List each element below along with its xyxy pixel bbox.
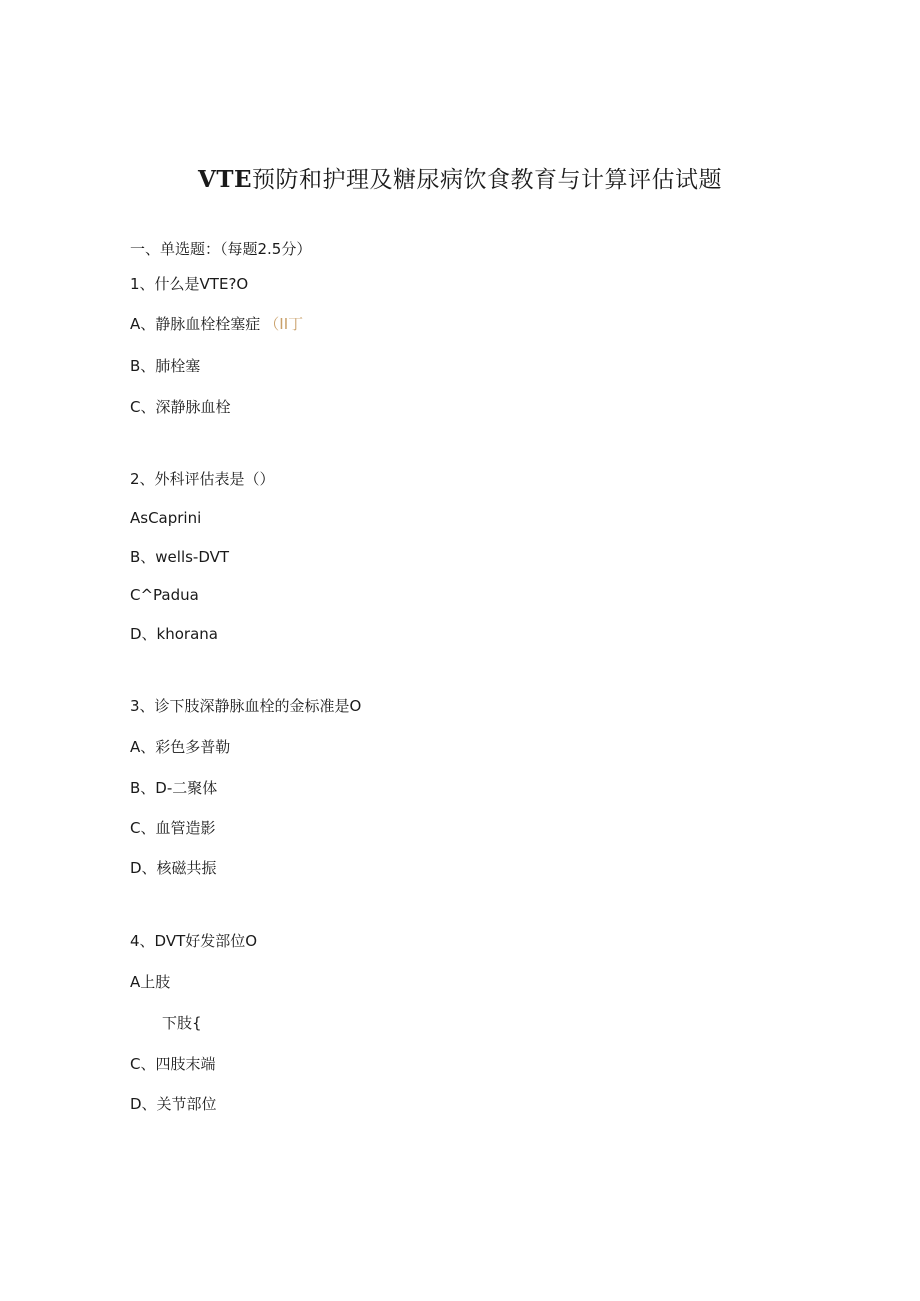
title-prefix: VTE xyxy=(198,166,252,193)
question-1-option-c: C、深静脉血栓 xyxy=(130,398,231,416)
question-2-option-d: D、khorana xyxy=(130,625,218,643)
question-3-stem: 3、诊下肢深静脉血栓的金标准是O xyxy=(130,697,362,715)
question-2-option-a: AsCaprini xyxy=(130,509,202,527)
question-3-option-d: D、核磁共振 xyxy=(130,859,217,877)
question-3-option-c: C、血管造影 xyxy=(130,819,216,837)
question-2-option-b: B、wells-DVT xyxy=(130,548,230,566)
question-4-option-d: D、关节部位 xyxy=(130,1095,217,1113)
question-4-option-a: A上肢 xyxy=(130,973,171,991)
option-text: A、静脉血栓栓塞症 xyxy=(130,315,261,333)
section-heading: 一、单选题：（每题2.5分） xyxy=(130,240,312,258)
question-1-stem: 1、什么是VTE?O xyxy=(130,275,249,293)
question-4-stem: 4、DVT好发部位O xyxy=(130,932,258,950)
question-4-option-b: 下肢{ xyxy=(162,1014,202,1032)
question-1-option-a xyxy=(130,313,303,335)
question-3-option-b: B、D-二聚体 xyxy=(130,779,218,797)
question-2-option-c: C^Padua xyxy=(130,586,199,604)
title-text: 预防和护理及糖尿病饮食教育与计算评估试题 xyxy=(252,167,722,193)
question-2-stem: 2、外科评估表是（） xyxy=(130,470,275,488)
question-3-option-a: A、彩色多普勒 xyxy=(130,738,231,756)
handwritten-mark: （II丁 xyxy=(264,315,304,333)
question-1-option-b: B、肺栓塞 xyxy=(130,357,201,375)
question-4-option-c: C、四肢末端 xyxy=(130,1055,216,1073)
document-title xyxy=(0,163,920,197)
